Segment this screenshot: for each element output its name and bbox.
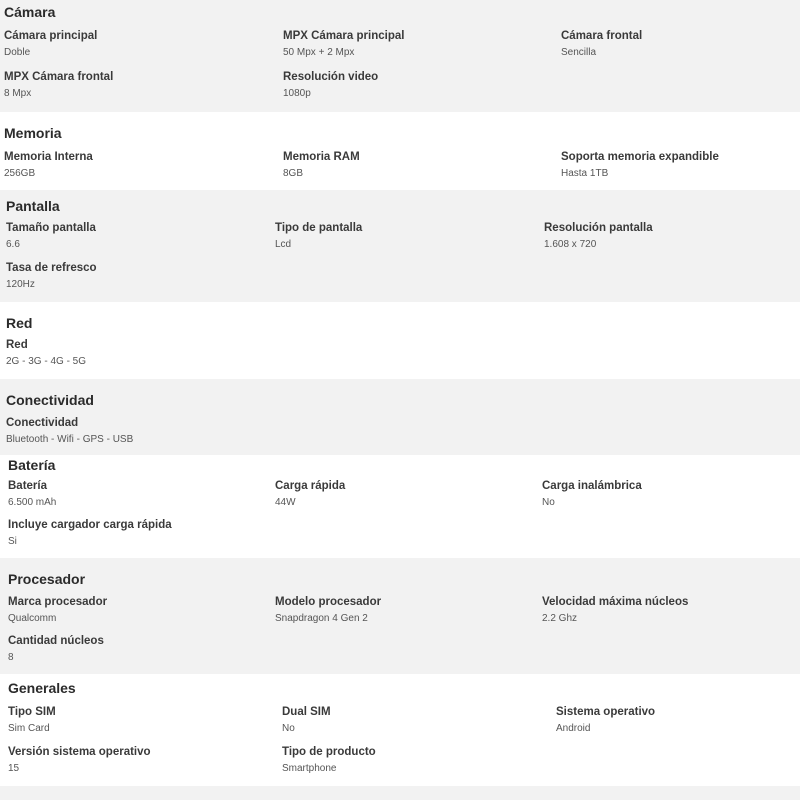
spec-value: Sencilla: [561, 47, 597, 58]
spec-value: Smartphone: [282, 763, 337, 774]
spec-tamano-pantalla: [6, 221, 96, 251]
spec-label: Modelo procesador: [275, 596, 382, 608]
spec-value: No: [542, 497, 555, 508]
spec-label: Tipo de producto: [282, 746, 376, 758]
spec-value: 50 Mpx + 2 Mpx: [283, 47, 355, 58]
spec-value: 8GB: [283, 168, 304, 179]
spec-value: 15: [8, 763, 20, 774]
spec-value: Lcd: [275, 239, 292, 250]
section-title: Pantalla: [6, 198, 60, 214]
section-camara: [0, 0, 800, 112]
spec-label: Tipo SIM: [8, 706, 56, 718]
section-bateria: [0, 455, 800, 558]
spec-label: Cantidad núcleos: [8, 635, 104, 647]
spec-sistema-operativo: [556, 705, 655, 735]
section-title: Batería: [8, 457, 56, 473]
spec-label: Carga inalámbrica: [542, 480, 642, 492]
spec-value: No: [282, 723, 295, 734]
spec-tipo-pantalla: [275, 221, 362, 251]
spec-conectividad: [6, 416, 133, 446]
spec-memoria-interna: [4, 150, 93, 180]
spec-version-sistema-operativo: [8, 745, 151, 775]
section-memoria: [0, 112, 800, 190]
spec-label: Conectividad: [6, 417, 79, 429]
spec-label: Carga rápida: [275, 480, 346, 492]
spec-camara-principal: [4, 29, 97, 59]
spec-label: Memoria RAM: [283, 151, 360, 163]
spec-value: Snapdragon 4 Gen 2: [275, 613, 368, 624]
spec-value: Doble: [4, 47, 31, 58]
spec-label: Tipo de pantalla: [275, 222, 363, 234]
spec-value: 1080p: [283, 88, 311, 99]
spec-tasa-refresco: [6, 261, 97, 291]
section-red: [0, 302, 800, 379]
spec-value: 8: [8, 652, 14, 663]
section-pantalla: [0, 190, 800, 302]
spec-label: Marca procesador: [8, 596, 108, 608]
spec-carga-inalambrica: [542, 479, 642, 509]
section-conectividad: [0, 379, 800, 455]
spec-cantidad-nucleos: [8, 634, 104, 664]
section-title: Generales: [8, 680, 76, 696]
spec-value: 2.2 Ghz: [542, 613, 578, 624]
spec-velocidad-nucleos: [542, 595, 688, 625]
section-title: Red: [6, 315, 33, 331]
spec-memoria-expandible: [561, 150, 719, 180]
spec-label: MPX Cámara principal: [283, 30, 405, 42]
spec-mpx-camara-principal: [283, 29, 404, 59]
spec-value: 8 Mpx: [4, 88, 32, 99]
spec-value: 256GB: [4, 168, 36, 179]
spec-tipo-producto: [282, 745, 376, 775]
section-generales: [0, 674, 800, 786]
spec-value: 6.6: [6, 239, 20, 250]
spec-label: Cámara principal: [4, 30, 98, 42]
spec-label: Incluye cargador carga rápida: [8, 519, 172, 531]
spec-carga-rapida: [275, 479, 345, 509]
spec-label: Tamaño pantalla: [6, 222, 96, 234]
section-title: Memoria: [4, 125, 62, 141]
section-title: Conectividad: [6, 392, 94, 408]
spec-value: Si: [8, 536, 17, 547]
spec-resolucion-video: [283, 70, 378, 100]
spec-label: Resolución video: [283, 71, 379, 83]
spec-incluye-cargador: [8, 518, 172, 548]
spec-label: Batería: [8, 480, 47, 492]
spec-label: Dual SIM: [282, 706, 331, 718]
spec-label: Sistema operativo: [556, 706, 656, 718]
spec-value: Qualcomm: [8, 613, 57, 624]
spec-value: Android: [556, 723, 591, 734]
spec-value: 6.500 mAh: [8, 497, 57, 508]
spec-value: 1.608 x 720: [544, 239, 597, 250]
spec-memoria-ram: [283, 150, 360, 180]
spec-label: Memoria Interna: [4, 151, 93, 163]
spec-value: Bluetooth - Wifi - GPS - USB: [6, 434, 134, 445]
spec-label: Cámara frontal: [561, 30, 643, 42]
spec-value: Sim Card: [8, 723, 50, 734]
spec-value: 2G - 3G - 4G - 5G: [6, 356, 87, 367]
spec-label: Soporta memoria expandible: [561, 151, 719, 163]
spec-label: Resolución pantalla: [544, 222, 653, 234]
spec-camara-frontal: [561, 29, 642, 59]
spec-label: Velocidad máxima núcleos: [542, 596, 689, 608]
spec-label: MPX Cámara frontal: [4, 71, 114, 83]
spec-label: Tasa de refresco: [6, 262, 97, 274]
section-title: Cámara: [4, 4, 56, 20]
spec-marca-procesador: [8, 595, 107, 625]
spec-dual-sim: [282, 705, 331, 735]
spec-label: Red: [6, 339, 28, 351]
section-procesador: [0, 558, 800, 674]
spec-modelo-procesador: [275, 595, 381, 625]
spec-label: Versión sistema operativo: [8, 746, 151, 758]
spec-value: 120Hz: [6, 279, 35, 290]
spec-value: Hasta 1TB: [561, 168, 609, 179]
spec-tipo-sim: [8, 705, 56, 735]
spec-bateria: [8, 479, 56, 509]
section-title: Procesador: [8, 571, 86, 587]
spec-value: 44W: [275, 497, 296, 508]
spec-resolucion-pantalla: [544, 221, 653, 251]
section-footer-strip: [0, 786, 800, 800]
spec-red: [6, 338, 86, 368]
spec-mpx-camara-frontal: [4, 70, 113, 100]
